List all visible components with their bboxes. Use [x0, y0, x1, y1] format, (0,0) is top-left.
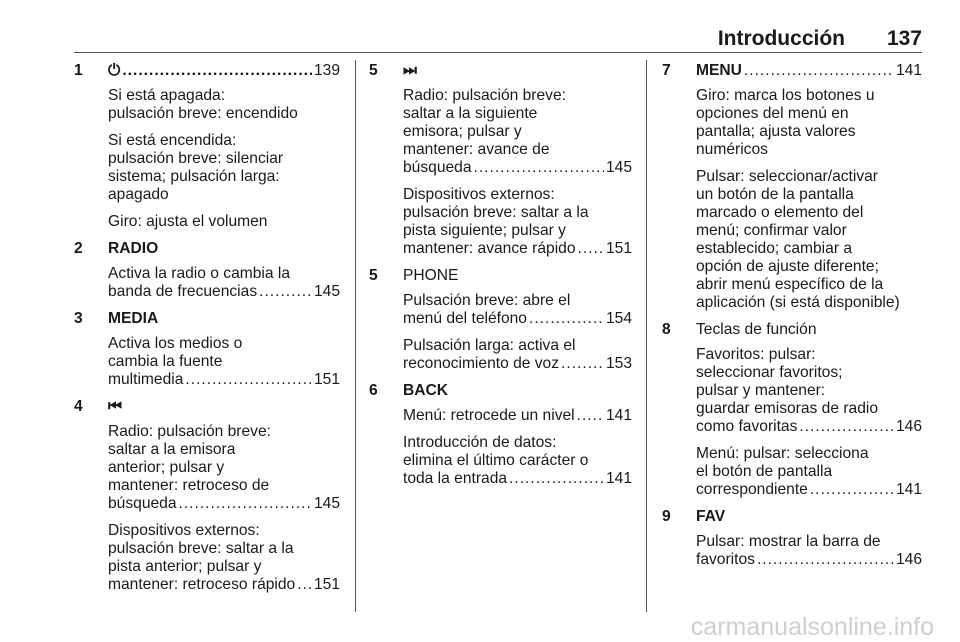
entry-5-phone — [369, 267, 632, 373]
page-ref: 145 — [313, 283, 340, 300]
description: Radio: pulsación breve: saltar a la siguiente emisora; pulsar y mantener: avance de búsqueda ..... 145 — [403, 87, 632, 177]
page-ref: 151 — [605, 240, 632, 257]
page-ref: 154 — [605, 310, 632, 327]
entry-8-function-keys — [662, 321, 922, 499]
entry-label: BACK — [403, 382, 449, 399]
page-ref: 141 — [605, 470, 632, 487]
page-ref: 141 — [895, 481, 922, 498]
entry-number: 5 — [369, 62, 378, 79]
entry-6-back — [369, 382, 632, 488]
entry-5-seek-forward — [369, 62, 632, 258]
page-ref: 141 — [605, 407, 632, 424]
entry-number: 9 — [662, 508, 671, 525]
entry-number: 7 — [662, 62, 671, 79]
entry-number: 3 — [74, 310, 83, 327]
page-ref: 151 — [313, 371, 340, 388]
entry-label: PHONE — [403, 267, 459, 284]
entry-number: 4 — [74, 398, 83, 415]
entry-1-power — [74, 62, 340, 231]
column-3 — [662, 62, 922, 578]
entry-label: Teclas de función — [696, 321, 817, 338]
page-ref: 153 — [605, 355, 632, 372]
entry-label: MEDIA — [108, 310, 159, 327]
entry-2-radio — [74, 240, 340, 301]
entry-4-seek-back — [74, 398, 340, 594]
entry-number: 2 — [74, 240, 83, 257]
entry-label: RADIO — [108, 240, 159, 257]
description: Pulsar: seleccionar/activar un botón de la pantalla marcado o elemento del menú; confirmar valor establecido; cambiar a opción de ajuste diferente; abrir menú específico de la aplicación (si está disponible) — [696, 168, 900, 311]
column-divider-2 — [646, 60, 647, 612]
page-ref: 139 — [313, 62, 340, 79]
description: Favoritos: pulsar: seleccionar favoritos; pulsar y mantener: guardar emisoras de radio como favoritas ..... 146 — [696, 346, 922, 436]
description: Activa la radio o cambia la banda de frecuencias ..... 145 — [108, 265, 340, 301]
description: Dispositivos externos: pulsación breve: saltar a la pista anterior; pulsar y mantener: retroceso rápido ..... 151 — [108, 522, 340, 594]
power-icon: ⏻ — [108, 62, 121, 79]
page-number: 137 — [886, 27, 922, 50]
page-ref: 151 — [313, 576, 340, 593]
entry-3-media — [74, 310, 340, 389]
seek-back-icon: ⏮ — [108, 398, 123, 415]
page-title: Introducción — [717, 27, 845, 50]
entry-number: 8 — [662, 321, 671, 338]
page-ref: 146 — [895, 418, 922, 435]
page-ref: 146 — [895, 551, 922, 568]
column-divider-1 — [355, 60, 356, 612]
header-rule — [74, 52, 922, 53]
column-2 — [369, 62, 632, 497]
seek-forward-icon: ⏭ — [403, 62, 418, 79]
description: Si está encendida: pulsación breve: silenciar sistema; pulsación larga: apagado — [108, 132, 284, 203]
description: Pulsación breve: abre el menú del teléfono ..... 154 — [403, 292, 632, 328]
entry-9-fav — [662, 508, 922, 569]
entry-number: 5 — [369, 267, 378, 284]
entry-number: 6 — [369, 382, 378, 399]
description: Dispositivos externos: pulsación breve: saltar a la pista siguiente; pulsar y mantener: avance rápido ..... 151 — [403, 186, 632, 258]
entry-7-menu — [662, 62, 922, 312]
description: Giro: ajusta el volumen — [108, 213, 268, 230]
description: Pulsar: mostrar la barra de favoritos ..... 146 — [696, 533, 922, 569]
page-ref: 145 — [313, 495, 340, 512]
description: Si está apagada: pulsación breve: encendido — [108, 87, 298, 122]
page-header — [0, 0, 960, 52]
entry-label: FAV — [696, 508, 726, 525]
description: Radio: pulsación breve: saltar a la emisora anterior; pulsar y mantener: retroceso de búsqueda ..... 145 — [108, 423, 340, 513]
page-ref: 141 — [895, 62, 922, 79]
column-1 — [74, 62, 340, 603]
description: Menú: pulsar: selecciona el botón de pantalla correspondiente ..... 141 — [696, 445, 922, 499]
description: Activa los medios o cambia la fuente multimedia ..... 151 — [108, 335, 340, 389]
description: Menú: retrocede un nivel ..... 141 — [403, 407, 632, 425]
watermark: carmanualsonline.info — [690, 613, 934, 641]
entry-label: MENU — [696, 62, 742, 79]
description: Introducción de datos: elimina el último carácter o toda la entrada ..... 141 — [403, 434, 632, 488]
description: Giro: marca los botones u opciones del menú en pantalla; ajusta valores numéricos — [696, 87, 875, 158]
page-ref: 145 — [605, 159, 632, 176]
description: Pulsación larga: activa el reconocimiento de voz ..... 153 — [403, 337, 632, 373]
entry-number: 1 — [74, 62, 83, 79]
